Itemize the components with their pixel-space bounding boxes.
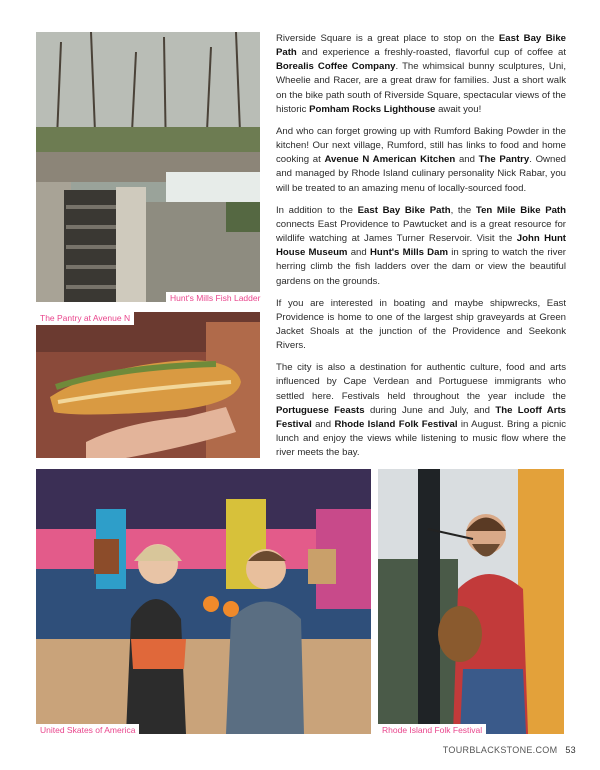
paragraph-4: If you are interested in boating and maybe shipwrecks, East Providence is home to one of the largest ship graveyards at Green Jacket Shoals at the junction of the Providence and Seekonk Rivers. <box>276 297 566 352</box>
skates-caption: United Skates of America <box>36 724 139 737</box>
link-hunts-mills-dam: Hunt's Mills Dam <box>369 247 448 259</box>
link-east-bay-bike-path: East Bay Bike Path <box>276 33 566 59</box>
footer-site: TOURBLACKSTONE.COM <box>442 745 558 755</box>
folk-festival-photo <box>378 469 564 734</box>
paragraph-5: The city is also a destination for authentic culture, food and arts influenced by Cape Verdean and Portuguese immigrants who settled here. Festivals held throughout the year include the Portuguese Feasts during June and July, and The Looff Arts Festival and Rhode Island Folk Festival in August. Bring a picnic lunch and enjoy the views while listening to music flow where the river meets the bay. <box>276 362 567 459</box>
paragraph-1: Riverside Square is a great place to stop on the East Bay Bike Path and experience a freshly-roasted, flavorful cup of coffee at Borealis Coffee Company. The whimsical bunny sculptures, Uni, Wheelie and Racer, are a great draw for families. Just a short walk on the bike path south of Riverside Square, spectacular views of the historic Pomham Rocks Lighthouse await you! <box>276 33 566 115</box>
pantry-photo <box>36 312 260 458</box>
pantry-caption: The Pantry at Avenue N <box>36 312 134 325</box>
fish-ladder-caption: Hunt's Mills Fish Ladder <box>166 292 264 305</box>
paragraph-3: In addition to the East Bay Bike Path, the Ten Mile Bike Path connects East Providence to Pawtucket and is a great resource for wildlife watching at James Turner Reservoir. Visit the John Hunt House Museum and Hunt's Mills Dam in spring to watch the river herring climb the fish ladders over the dam or view the beautiful gardens on the grounds. <box>276 204 566 287</box>
link-east-bay-bike-path-2: East Bay Bike Path <box>357 204 451 216</box>
link-pomham-rocks: Pomham Rocks Lighthouse <box>309 103 436 115</box>
link-portuguese-feasts: Portuguese Feasts <box>276 404 365 416</box>
link-ten-mile-bike-path: Ten Mile Bike Path <box>475 204 566 216</box>
page-footer <box>443 745 576 755</box>
link-ri-folk-festival: Rhode Island Folk Festival <box>334 418 458 430</box>
link-borealis-coffee: Borealis Coffee Company <box>276 61 396 73</box>
link-the-pantry: The Pantry <box>478 154 530 166</box>
fish-ladder-photo <box>36 32 260 302</box>
link-john-hunt-house: John Hunt House Museum <box>276 233 566 259</box>
paragraph-2: And who can forget growing up with Rumford Baking Powder in the kitchen! Our next village, Rumford, still has links to food and home cooking at Avenue N American Kitchen and The Pantry. Owned and managed by Rhode Island culinary personality Nick Rabar, you will be treated to an amazing menu of locally-sourced food. <box>276 125 566 194</box>
folk-festival-caption: Rhode Island Folk Festival <box>378 724 486 737</box>
article-text <box>276 32 566 468</box>
page-number: 53 <box>565 745 576 755</box>
link-looff-arts-festival: The Looff Arts Festival <box>276 404 566 430</box>
link-avenue-n: Avenue N American Kitchen <box>324 154 456 166</box>
skates-photo <box>36 469 371 734</box>
